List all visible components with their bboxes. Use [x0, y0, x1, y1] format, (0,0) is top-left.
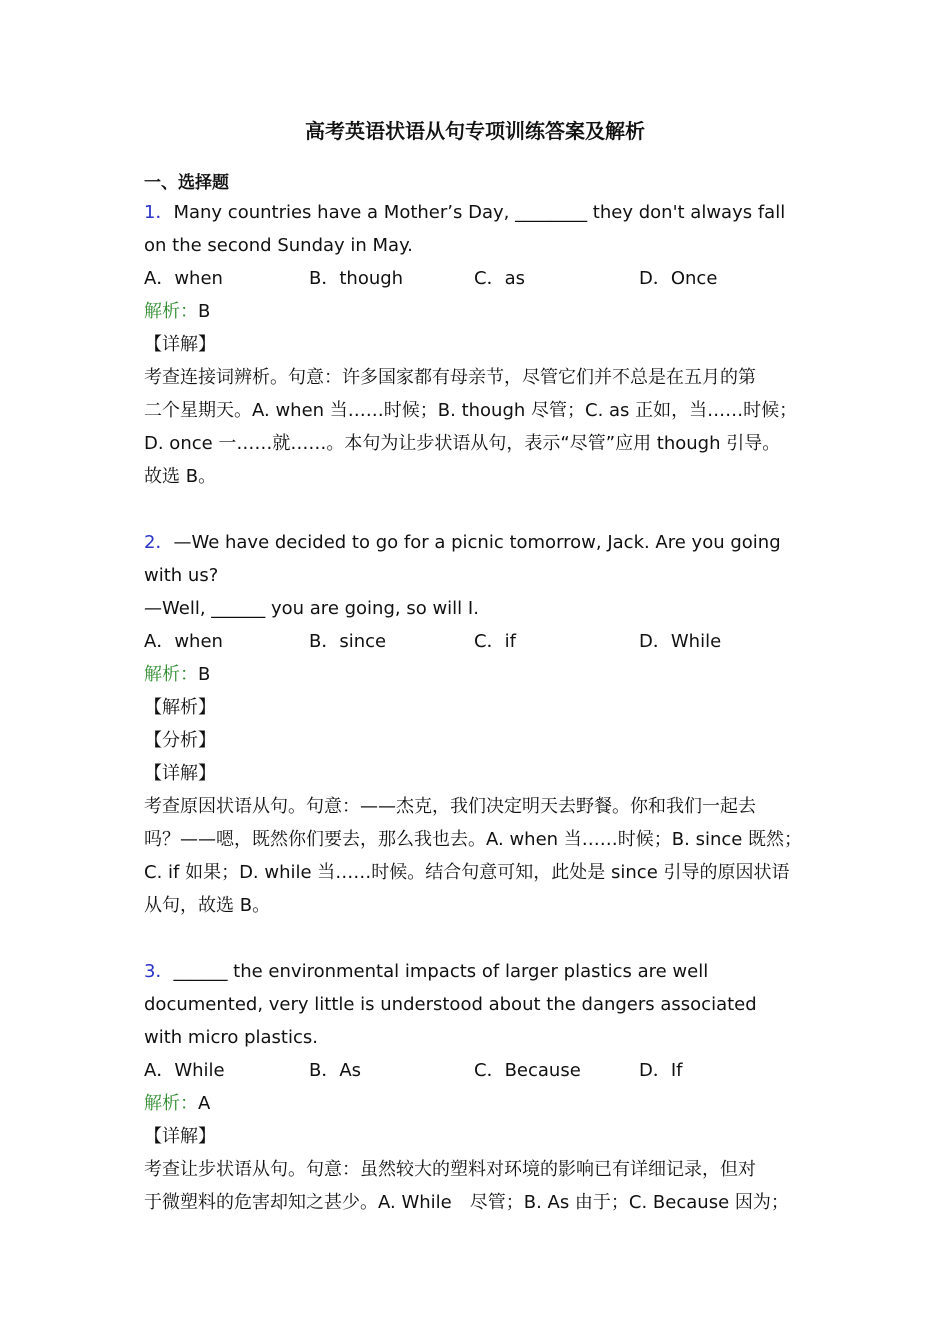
answer-line: [144, 658, 844, 691]
explanation-line: 考查原因状语从句。句意：——杰克，我们决定明天去野餐。你和我们一起去: [144, 796, 756, 817]
explanation-line: 【解析】: [144, 697, 216, 718]
question-stem-line: 1．Many countries have a Mother’s Day, ________ they don't always fall: [144, 202, 786, 223]
question-3: [144, 955, 844, 1219]
option-d: D．Once: [639, 268, 718, 289]
option-a: A．when: [144, 631, 223, 652]
explanation-line: 二个星期天。A. when 当……时候；B. though 尽管；C. as 正如，当……时候；: [144, 400, 798, 421]
answer-label: 解析：: [144, 1093, 198, 1114]
answer-value: B: [198, 664, 211, 685]
option-d: D．While: [639, 631, 722, 652]
option-b: B．As: [309, 1060, 362, 1081]
explanation-line: 【分析】: [144, 730, 216, 751]
document-body: [144, 170, 844, 1219]
explanation-line: 【详解】: [144, 334, 216, 355]
option-c: C．Because: [474, 1060, 581, 1081]
explanation-line: 【详解】: [144, 1126, 216, 1147]
option-b: B．though: [309, 268, 404, 289]
option-c: C．if: [474, 631, 516, 652]
option-c: C．as: [474, 268, 525, 289]
explanation-line: 考查让步状语从句。句意：虽然较大的塑料对环境的影响已有详细记录，但对: [144, 1159, 756, 1180]
option-d: D．If: [639, 1060, 683, 1081]
spacer: [144, 493, 844, 526]
question-stem-line: on the second Sunday in May.: [144, 235, 413, 256]
question-1: [144, 196, 844, 493]
explanation-line: 于微塑料的危害却知之甚少。A. While 尽管；B. As 由于；C. Because 因为；: [144, 1192, 789, 1213]
answer-options: [144, 625, 844, 658]
option-b: B．since: [309, 631, 387, 652]
answer-line: [144, 295, 844, 328]
option-a: A．when: [144, 268, 223, 289]
question-number: 2．: [144, 532, 174, 553]
answer-line: [144, 1087, 844, 1120]
question-stem-line: with micro plastics.: [144, 1027, 318, 1048]
explanation-line: 从句，故选 B。: [144, 895, 271, 916]
answer-value: B: [198, 301, 211, 322]
explanation-line: 故选 B。: [144, 466, 217, 487]
question-number: 1．: [144, 202, 174, 223]
question-stem-line: 2．—We have decided to go for a picnic tomorrow, Jack. Are you going: [144, 532, 781, 553]
answer-value: A: [198, 1093, 211, 1114]
page-title: 高考英语状语从句专项训练答案及解析: [305, 119, 645, 143]
answer-options: [144, 1054, 844, 1087]
option-a: A．While: [144, 1060, 225, 1081]
question-stem-line: documented, very little is understood about the dangers associated: [144, 994, 757, 1015]
question-stem-line: 3．______ the environmental impacts of larger plastics are well: [144, 961, 709, 982]
answer-options: [144, 262, 844, 295]
question-2: [144, 526, 844, 922]
explanation-line: 【详解】: [144, 763, 216, 784]
answer-label: 解析：: [144, 664, 198, 685]
question-number: 3．: [144, 961, 174, 982]
explanation-line: D. once 一……就……。本句为让步状语从句，表示“尽管”应用 though 引导。: [144, 433, 781, 454]
question-stem-line: —Well, ______ you are going, so will I.: [144, 598, 479, 619]
answer-label: 解析：: [144, 301, 198, 322]
question-stem-line: with us?: [144, 565, 219, 586]
explanation-line: C. if 如果；D. while 当……时候。结合句意可知，此处是 since 引导的原因状语: [144, 862, 790, 883]
explanation-line: 考查连接词辨析。句意：许多国家都有母亲节，尽管它们并不总是在五月的第: [144, 367, 756, 388]
section-heading: 一、选择题: [144, 173, 229, 193]
spacer: [144, 922, 844, 955]
explanation-line: 吗？——嗯，既然你们要去，那么我也去。A. when 当……时候；B. since 既然；: [144, 829, 803, 850]
